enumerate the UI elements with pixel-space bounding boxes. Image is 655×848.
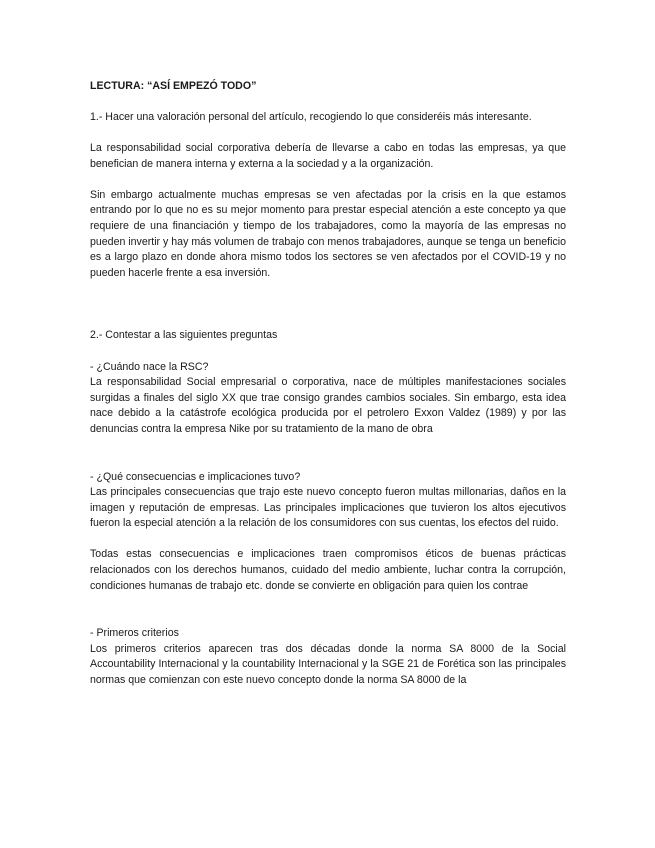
subquestion-2-answer: Las principales consecuencias que trajo este nuevo concepto fueron multas millonarias, daños en la imagen y reputación de empresas. Las principales implicaciones que tuvieron los altos ejecutivos fueron la especial atención a la relación de los consumidores con sus cuentas, los efectos del ruido. [90, 486, 566, 530]
subquestion-3-heading: - Primeros criterios [90, 627, 179, 640]
subquestion-1-answer: La responsabilidad Social empresarial o corporativa, nace de múltiples manifestaciones sociales surgidas a finales del siglo XX que trae consigo grandes cambios sociales. Sin embargo, esta idea nace debido a la catástrofe ecológica producida por el petrolero Exxon Valdez (1989) y por las denuncias contra la empresa Nike por su tratamiento de la mano de obra [90, 376, 566, 435]
subquestion-3-answer: Los primeros criterios aparecen tras dos décadas donde la norma SA 8000 de la Social Accountability Internacional y la countability Internacional y la SGE 21 de Forética son las principales normas que comienzan con este nuevo concepto donde la norma SA 8000 de la [90, 642, 566, 686]
question-1-paragraph-2: Sin embargo actualmente muchas empresas se ven afectadas por la crisis en la que estamos entrando por lo que no es su mejor momento para prestar especial atención a este concepto ya que requiere de una financiación y tiempo de los trabajadores, como la mayoría de las empresas no pueden invertir y hay más volumen de trabajo con menos trabajadores, aunque se tenga un beneficio es a largo plazo en donde ahora mismo todos los sectores se ven afectados por el COVID-19 y no pueden hacerle frente a esa inversión. [90, 188, 566, 279]
subquestion-1-heading: - ¿Cuándo nace la RSC? [90, 360, 209, 373]
document-title: LECTURA: “ASÍ EMPEZÓ TODO” [90, 80, 257, 92]
subquestion-2-heading: - ¿Qué consecuencias e implicaciones tuvo? [90, 470, 301, 483]
subquestion-2-answer-2: Todas estas consecuencias e implicaciones traen compromisos éticos de buenas prácticas relacionados con los derechos humanos, cuidado del medio ambiente, luchar contra la corrupción, condiciones humanas de trabajo etc. donde se convierte en obligación para quien los contrae [90, 548, 566, 592]
question-2-heading: 2.- Contestar a las siguientes preguntas [90, 329, 278, 342]
question-1-paragraph-1: La responsabilidad social corporativa debería de llevarse a cabo en todas las empresas, ya que benefician de manera interna y externa a la sociedad y a la organización. [90, 142, 566, 170]
question-1-heading: 1.- Hacer una valoración personal del artículo, recogiendo lo que consideréis más interesante. [90, 111, 532, 124]
